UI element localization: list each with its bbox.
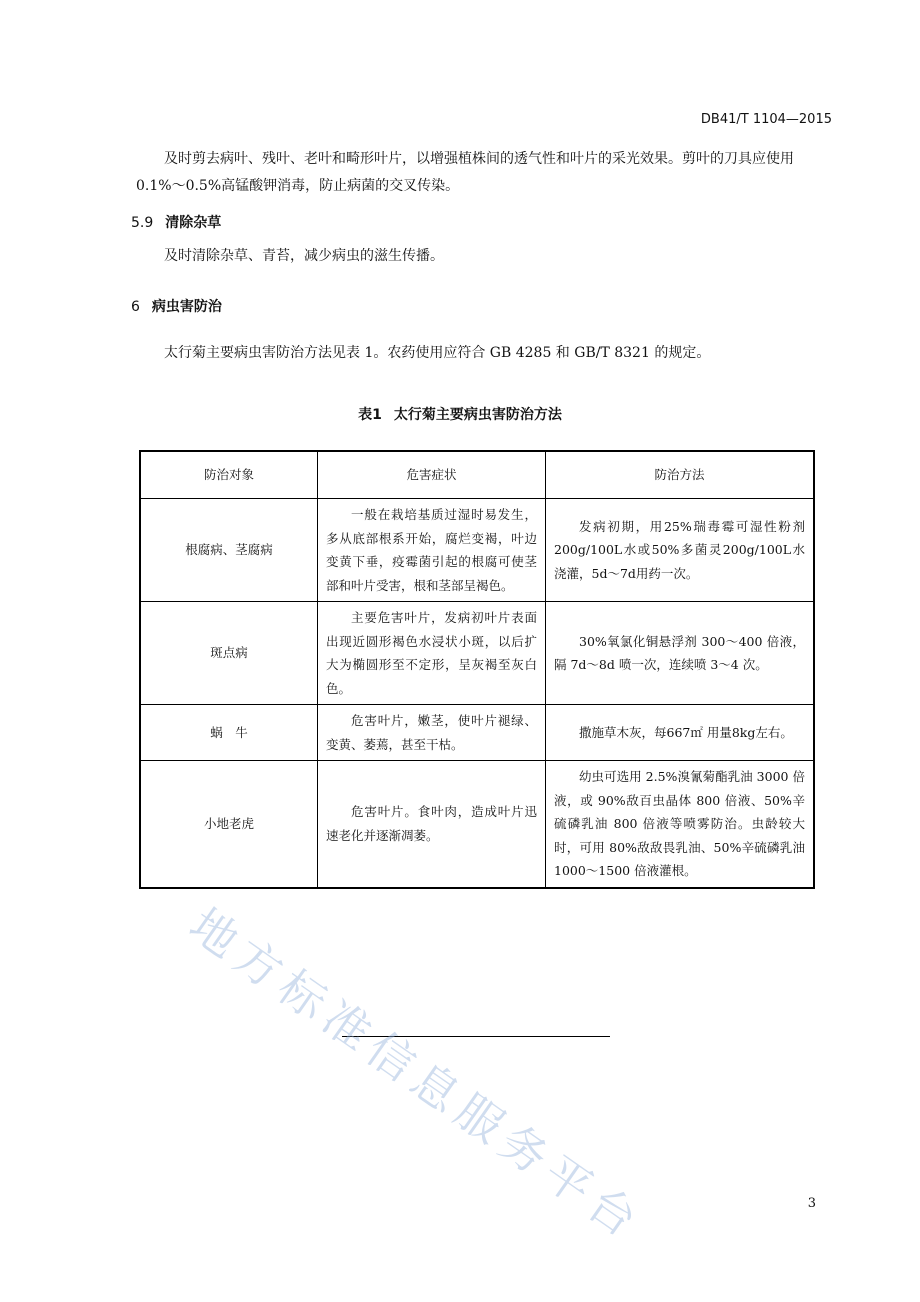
section-number: 5.9 [131, 215, 154, 231]
cell-method: 30%氧氯化铜悬浮剂 300～400 倍液，隔 7d～8d 喷一次，连续喷 3～4 次。 [546, 602, 815, 705]
table-title: 太行菊主要病虫害防治方法 [393, 407, 562, 423]
cell-symptom: 主要危害叶片，发病初叶片表面出现近圆形褐色水浸状小斑，以后扩大为椭圆形至不定形，呈灰褐至灰白色。 [318, 602, 546, 705]
section-title: 清除杂草 [165, 215, 222, 231]
cell-symptom: 一般在栽培基质过湿时易发生，多从底部根系开始，腐烂变褐，叶边变黄下垂，疫霉菌引起的根腐可使茎部和叶片受害，根和茎部呈褐色。 [318, 499, 546, 602]
table-caption [0, 404, 920, 424]
table-header-row [140, 451, 814, 499]
cell-method: 幼虫可选用 2.5%溴氰菊酯乳油 3000 倍液，或 90%敌百虫晶体 800 倍液、50%辛硫磷乳油 800 倍液等喷雾防治。虫龄较大时，可用 80%敌敌畏乳油、50%辛硫磷乳油 1000～1500 倍液灌根。 [546, 761, 815, 888]
cell-target: 蜗 牛 [140, 705, 318, 761]
section-title: 病虫害防治 [151, 299, 222, 315]
cell-method: 撒施草木灰，每667㎡ 用量8kg左右。 [546, 705, 815, 761]
header-symptom: 危害症状 [318, 451, 546, 499]
cell-method: 发病初期，用25%瑞毒霉可湿性粉剂200g/100L水或50%多菌灵200g/100L水浇灌，5d～7d用药一次。 [546, 499, 815, 602]
cell-target: 根腐病、茎腐病 [140, 499, 318, 602]
pest-control-table [139, 450, 815, 889]
section-heading-6 [131, 296, 222, 316]
watermark-text: 地方标准信息服务平台 [179, 897, 654, 1252]
section-heading-5-9 [131, 212, 221, 232]
table-row [140, 499, 814, 602]
page-number: 3 [807, 1196, 816, 1211]
end-divider [342, 1036, 610, 1037]
table-row [140, 705, 814, 761]
header-method: 防治方法 [546, 451, 815, 499]
cell-symptom: 危害叶片。食叶肉，造成叶片迅速老化并逐渐凋萎。 [318, 761, 546, 888]
table-number: 表1 [358, 407, 382, 423]
pruning-paragraph: 及时剪去病叶、残叶、老叶和畸形叶片，以增强植株间的透气性和叶片的采光效果。剪叶的刀具应使用0.1%～0.5%高锰酸钾消毒，防止病菌的交叉传染。 [136, 151, 794, 194]
table-row [140, 761, 814, 888]
header-target: 防治对象 [140, 451, 318, 499]
intro-paragraph: 太行菊主要病虫害防治方法见表 1。农药使用应符合 GB 4285 和 GB/T 8321 的规定。 [164, 345, 711, 361]
weeding-paragraph: 及时清除杂草、青苔，减少病虫的滋生传播。 [164, 248, 444, 264]
section-number: 6 [131, 299, 140, 315]
document-number: DB41/T 1104—2015 [700, 112, 832, 127]
table-row [140, 602, 814, 705]
cell-target: 小地老虎 [140, 761, 318, 888]
cell-symptom: 危害叶片，嫩茎，使叶片褪绿、变黄、萎蔫，甚至干枯。 [318, 705, 546, 761]
cell-target: 斑点病 [140, 602, 318, 705]
